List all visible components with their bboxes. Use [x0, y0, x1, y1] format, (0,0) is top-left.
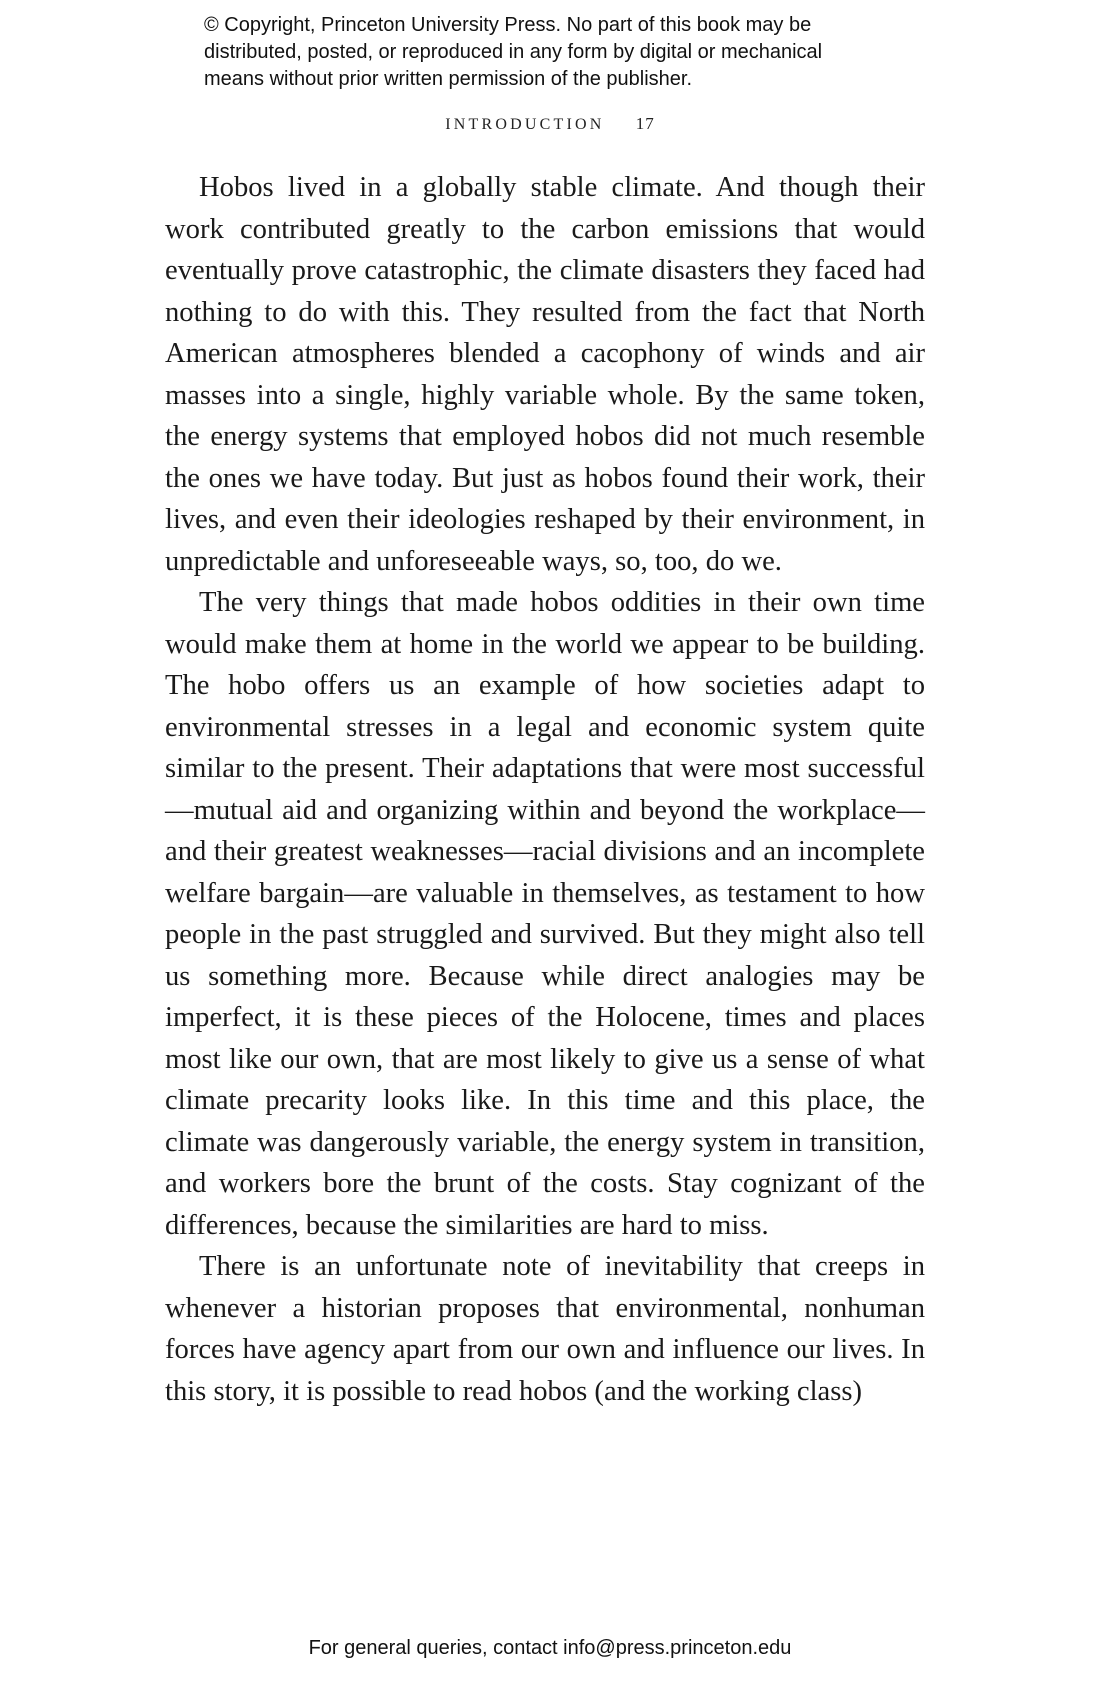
copyright-line: © Copyright, Princeton University Press. No part of this book may be — [204, 14, 812, 36]
page-number: 17 — [635, 114, 655, 133]
paragraph: Hobos lived in a globally stable climate. And though their work contributed greatly to the carbon emissions that would eventually prove catastrophic, the climate disasters they faced had nothing to do with this. They resulted from the fact that North American atmospheres blended a cacophony of winds and air masses into a single, highly variable whole. By the same token, the energy systems that employed hobos did not much resemble the ones we have today. But just as hobos found their work, their lives, and even their ideologies reshaped by their environment, in unpredictable and unforeseeable ways, so, too, do we. — [165, 172, 925, 577]
running-head — [0, 114, 1100, 134]
paragraph: There is an unfortunate note of inevitability that creeps in whenever a historian proposes that environmental, nonhuman forces have agency apart from our own and influence our lives. In this story, it is possible to read hobos (and the working class) — [165, 1251, 925, 1407]
copyright-notice — [204, 12, 924, 93]
body-text — [165, 167, 925, 1412]
running-head-section: INTRODUCTION — [445, 116, 605, 133]
copyright-line: distributed, posted, or reproduced in any form by digital or mechanical — [204, 41, 823, 63]
paragraph: The very things that made hobos oddities in their own time would make them at home in the world we appear to be building. The hobo offers us an example of how societies adapt to environmental stresses in a legal and economic system quite similar to the present. Their adaptations that were most successful—mutual aid and organizing within and beyond the workplace—and their greatest weaknesses—racial divisions and an incomplete welfare bargain—are valuable in themselves, as testament to how people in the past struggled and survived. But they might also tell us something more. Because while direct analogies may be imperfect, it is these pieces of the Holocene, times and places most like our own, that are most likely to give us a sense of what climate precarity looks like. In this time and this place, the climate was dangerously variable, the energy system in transition, and workers bore the brunt of the costs. Stay cognizant of the differences, because the similarities are hard to miss. — [165, 587, 925, 1241]
footer-contact: For general queries, contact info@press.princeton.edu — [308, 1637, 792, 1659]
copyright-line: means without prior written permission of the publisher. — [204, 68, 693, 90]
